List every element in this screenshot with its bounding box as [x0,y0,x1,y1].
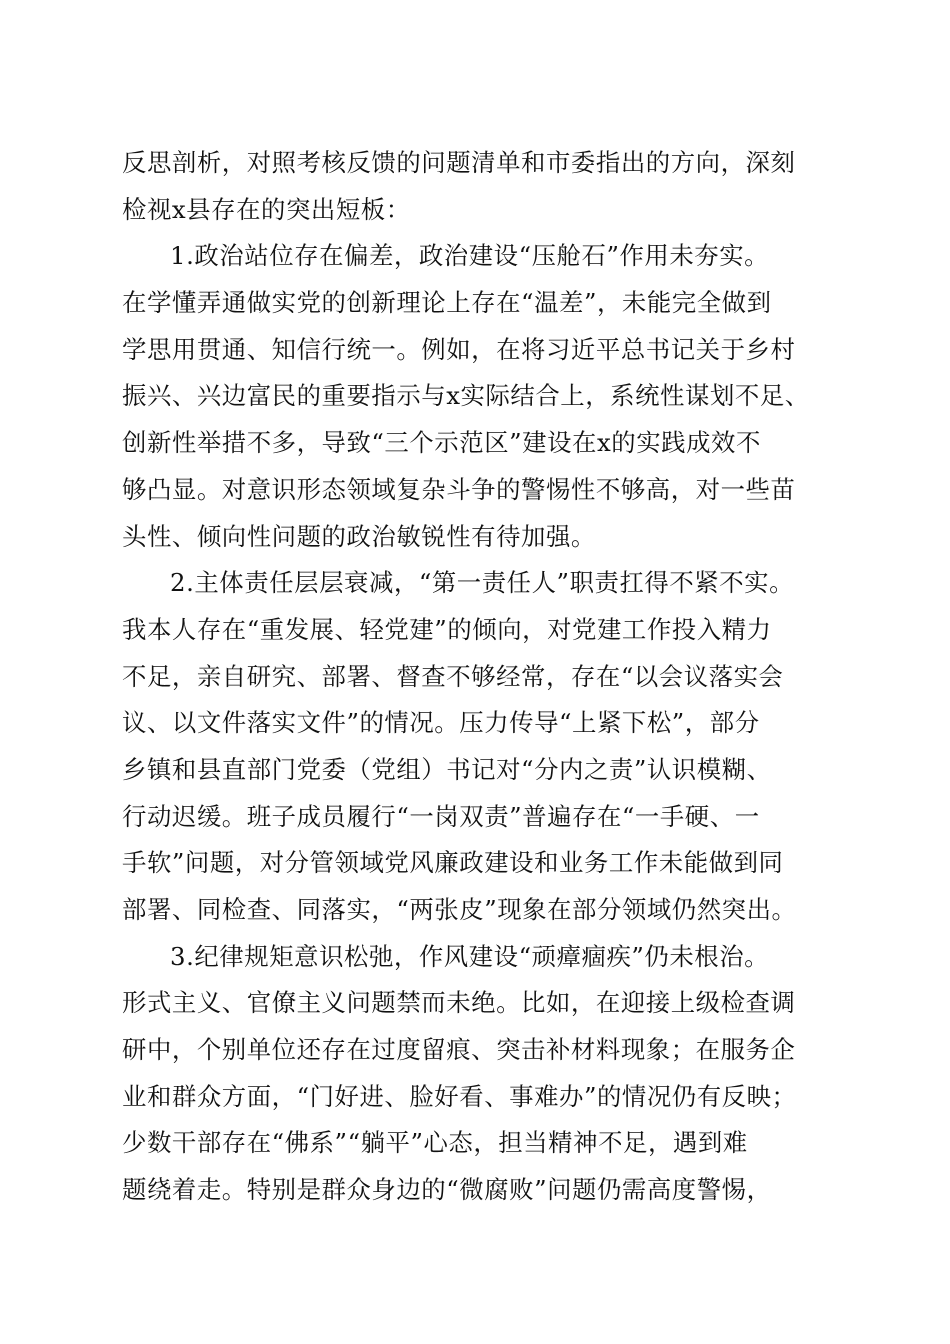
text-line: 我本人存在“重发展、轻党建”的倾向，对党建工作投入精力 [122,614,772,644]
text-line: 手软”问题，对分管领域党风廉政建设和业务工作未能做到同 [122,848,784,878]
text-line: 不足，亲自研究、部署、督查不够经常，存在“以会议落实会 [122,661,784,691]
text-line: 业和群众方面，“门好进、脸好看、事难办”的情况仍有反映； [122,1081,797,1111]
text-line: 头性、倾向性问题的政治敏锐性有待加强。 [122,521,596,551]
text-line: 检视x县存在的突出短板： [122,194,411,224]
text-line: 够凸显。对意识形态领域复杂斗争的警惕性不够高，对一些苗 [122,474,796,504]
text-line: 部署、同检查、同落实，“两张皮”现象在部分领域仍然突出。 [122,895,797,924]
text-line: 创新性举措不多，导致“三个示范区”建设在x的实践成效不 [122,428,761,458]
text-line: 形式主义、官僚主义问题禁而未绝。比如，在迎接上级检查调 [122,988,796,1018]
text-line: 行动迟缓。班子成员履行“一岗双责”普遍存在“一手硬、一 [122,801,760,831]
text-line: 振兴、兴边富民的重要指示与x实际结合上，系统性谋划不足、 [122,381,810,411]
text-line: 反思剖析，对照考核反馈的问题清单和市委指出的方向，深刻 [122,148,796,177]
text-line: 学思用贯通、知信行统一。例如，在将习近平总书记关于乡村 [122,334,796,364]
section-heading-3: 3.纪律规矩意识松弛，作风建设“顽瘴痼疾”仍未根治。 [170,941,770,971]
section-heading-2: 2.主体责任层层衰减，“第一责任人”职责扛得不紧不实。 [170,568,795,598]
text-line: 题绕着走。特别是群众身边的“微腐败”问题仍需高度警惕， [122,1175,772,1205]
document-body [122,140,862,1214]
text-line: 乡镇和县直部门党委（党组）书记对“分内之责”认识模糊、 [122,754,772,784]
text-line: 少数干部存在“佛系”“躺平”心态，担当精神不足，遇到难 [122,1128,748,1158]
text-line: 研中，个别单位还存在过度留痕、突击补材料现象；在服务企 [122,1035,796,1065]
section-heading-1: 1.政治站位存在偏差，政治建设“压舱石”作用未夯实。 [170,241,770,271]
text-line: 在学懂弄通做实党的创新理论上存在“温差”，未能完全做到 [122,288,772,318]
text-line: 议、以文件落实文件”的情况。压力传导“上紧下松”，部分 [122,708,760,738]
